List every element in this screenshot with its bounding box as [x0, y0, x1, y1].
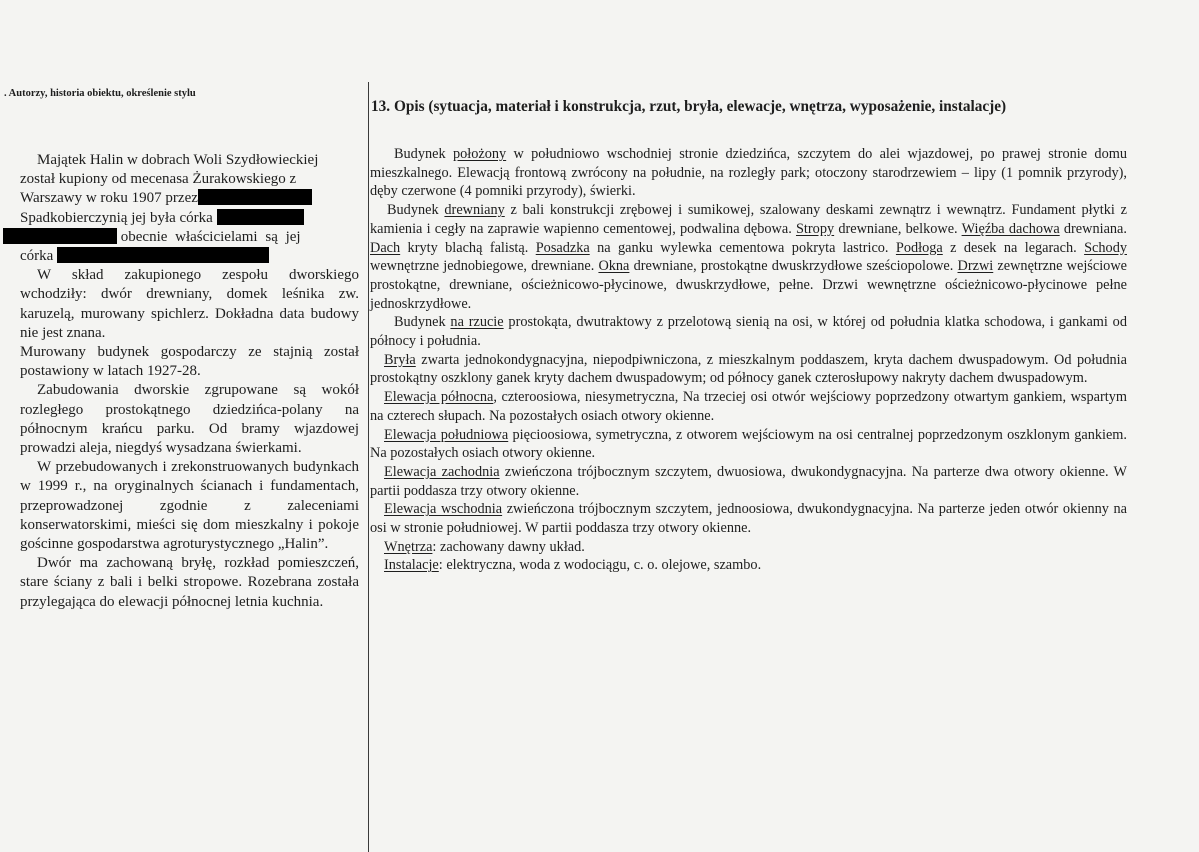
history-paragraph-5: W przebudowanych i zrekonstruowanych budynkach w 1999 r., na oryginalnych ścianach i fundamentach, przeprowadzonej zgodnie z zaleceniami konserwatorskimi, mieści się dom mieszkalny i pokoje gościnne gospodarstwa agroturystycznego „Halin”.	[20, 459, 359, 553]
p1-line4: Spadkobierczynią jej była córka	[20, 209, 213, 226]
description-paragraph-interiors	[370, 538, 1127, 557]
underlined-term: położony	[452, 146, 507, 162]
left-column	[20, 151, 359, 612]
underlined-term: Instalacje	[384, 557, 439, 574]
p1-line3: Warszawy w roku 1907 przez	[20, 190, 198, 207]
underlined-term: Elewacja wschodnia	[384, 501, 503, 518]
text: zwieńczona trójbocznym szczytem, jednoosiowa, dwukondygnacyjna. Na parterze jeden otwór okienny na osi w stronie południowej. W partii poddasza trzy otwory okienne.	[370, 501, 1127, 537]
description-paragraph-location	[370, 145, 1127, 201]
description-paragraph-construction	[370, 201, 1127, 313]
text: pięcioosiowa, symetryczna, z otworem wejściowym na osi centralnej poprzedzonym oszklonym gankiem. Na pozostałych osiach otwory okienne.	[370, 426, 1128, 462]
underlined-term: drewniany	[444, 202, 505, 219]
history-paragraph-2: W skład zakupionego zespołu dworskiego wchodziły: dwór drewniany, domek leśnika zw. karuzelą, murowany spichlerz. Dokładna data budowy nie jest znana.	[20, 267, 359, 341]
text: na ganku wylewka cementowa pokryta lastrico.	[589, 239, 896, 256]
redaction-block	[198, 189, 312, 205]
description-paragraph-east-elevation	[370, 500, 1127, 537]
p1-line1: Majątek Halin w dobrach Woli Szydłowieckiej	[37, 152, 319, 168]
underlined-term: Podłoga	[895, 239, 943, 256]
text: : zachowany dawny układ.	[432, 538, 585, 555]
history-paragraph-1	[20, 151, 359, 266]
p1-line2: został kupiony od mecenasa Żurakowskiego z	[20, 171, 297, 188]
underlined-term: Elewacja północna	[384, 389, 494, 406]
redaction-block	[3, 228, 117, 244]
text: drewniane, prostokątne dwuskrzydłowe sześciopolowe.	[629, 258, 958, 275]
text: zewnętrzne wejściowe prostokątne, drewniane, ościeżnicowo-płycinowe, dwuskrzydłowe, pełne. Drzwi wewnętrzne ościeżnicowo-płycinowe pełne jednoskrzydłowe.	[370, 258, 1127, 312]
text: drewniana.	[1059, 220, 1127, 237]
description-paragraph-installations	[370, 556, 1127, 575]
text: wewnętrzne jednobiegowe, drewniane.	[370, 258, 599, 275]
text: Budynek	[394, 314, 451, 331]
history-paragraph-4: Zabudowania dworskie zgrupowane są wokół rozległego prostokątnego dziedzińca-polany na północnym krańcu parku. Od bramy wjazdowej prowadzi aleja, niegdyś wysadzana świerkami.	[20, 382, 359, 457]
underlined-term: Elewacja zachodnia	[384, 463, 500, 480]
underlined-term: Więźba dachowa	[961, 220, 1060, 237]
underlined-term: Drzwi	[957, 258, 994, 275]
p1-line5: obecnie właścicielami są jej	[120, 228, 301, 245]
text: z bali konstrukcji zrębowej i sumikowej, szalowany deskami zewnątrz i wewnątrz. Fundament płytki z kamienia i cegły na zaprawie wapienno cementowej, podwalina dębowa.	[370, 202, 1128, 237]
text: z desek na legarach.	[942, 239, 1085, 256]
text: Budynek	[387, 202, 445, 219]
text: drewniane, belkowe.	[834, 220, 962, 237]
underlined-term: na rzucie	[450, 314, 504, 331]
description-paragraph-west-elevation	[370, 463, 1127, 500]
text: Budynek	[394, 146, 453, 162]
history-paragraph-3: Murowany budynek gospodarczy ze stajnią został postawiony w latach 1927-28.	[20, 344, 359, 380]
text: kryty blachą falistą.	[400, 239, 536, 256]
description-paragraph-plan	[370, 313, 1127, 350]
redaction-block	[57, 247, 269, 263]
p1-line6: córka	[20, 248, 54, 265]
text: w południowo wschodniej stronie dziedzińca, szczytem do alei wjazdowej, po prawej stronie domu mieszkalnego. Elewacją frontową zwrócony na południe, na rozległy park; otoczony starodrzewiem – lipy (1 pomnik przyrody), dęby czerwone (4 pomniki przyrody), świerki.	[370, 146, 1127, 200]
description-paragraph-north-elevation	[370, 388, 1127, 425]
description-paragraph-massing	[370, 351, 1127, 388]
history-paragraph-6: Dwór ma zachowaną bryłę, rozkład pomieszczeń, stare ściany z bali i belki stropowe. Rozebrana została przylegająca do elewacji północnej letnia kuchnia.	[20, 555, 359, 610]
description-paragraph-south-elevation	[370, 426, 1127, 463]
text: prostokąta, dwutraktowy z przelotową sienią na osi, w której od południa klatka schodowa, i gankami od północy i południa.	[370, 314, 1127, 350]
column-divider	[368, 82, 369, 852]
text: : elektryczna, woda z wodociągu, c. o. olejowe, szambo.	[438, 557, 762, 574]
left-section-title: . Autorzy, historia obiektu, określenie stylu	[4, 88, 196, 99]
underlined-term: Okna	[598, 258, 630, 275]
underlined-term: Wnętrza	[384, 538, 433, 555]
text: , czteroosiowa, niesymetryczna, Na trzeciej osi otwór wejściowy poprzedzony otwartym gankiem, wspartym na czterech słupach. Na pozostałych osiach otwory okienne.	[370, 389, 1127, 424]
underlined-term: Dach	[370, 239, 401, 256]
text: zwarta jednokondygnacyjna, niepodpiwniczona, z mieszkalnym poddaszem, kryta dachem dwuspadowym. Od południa prostokątny oszklony ganek kryty dachem dwuspadowym; od północy ganek czterosłupowy nakryty dachem dwuspadowym.	[370, 351, 1127, 387]
underlined-term: Elewacja południowa	[384, 426, 509, 443]
underlined-term: Bryła	[384, 351, 416, 368]
right-section-title: 13. Opis (sytuacja, materiał i konstrukcja, rzut, bryła, elewacje, wnętrza, wyposażenie, instalacje)	[371, 98, 1007, 115]
redaction-block	[217, 209, 304, 225]
right-column	[370, 145, 1127, 575]
text: zwieńczona trójbocznym szczytem, dwuosiowa, dwukondygnacyjna. Na parterze dwa otwory okienne. W partii poddasza trzy otwory okienne.	[370, 463, 1127, 499]
underlined-term: Posadzka	[535, 239, 590, 256]
underlined-term: Stropy	[795, 220, 835, 237]
underlined-term: Schody	[1084, 239, 1127, 256]
